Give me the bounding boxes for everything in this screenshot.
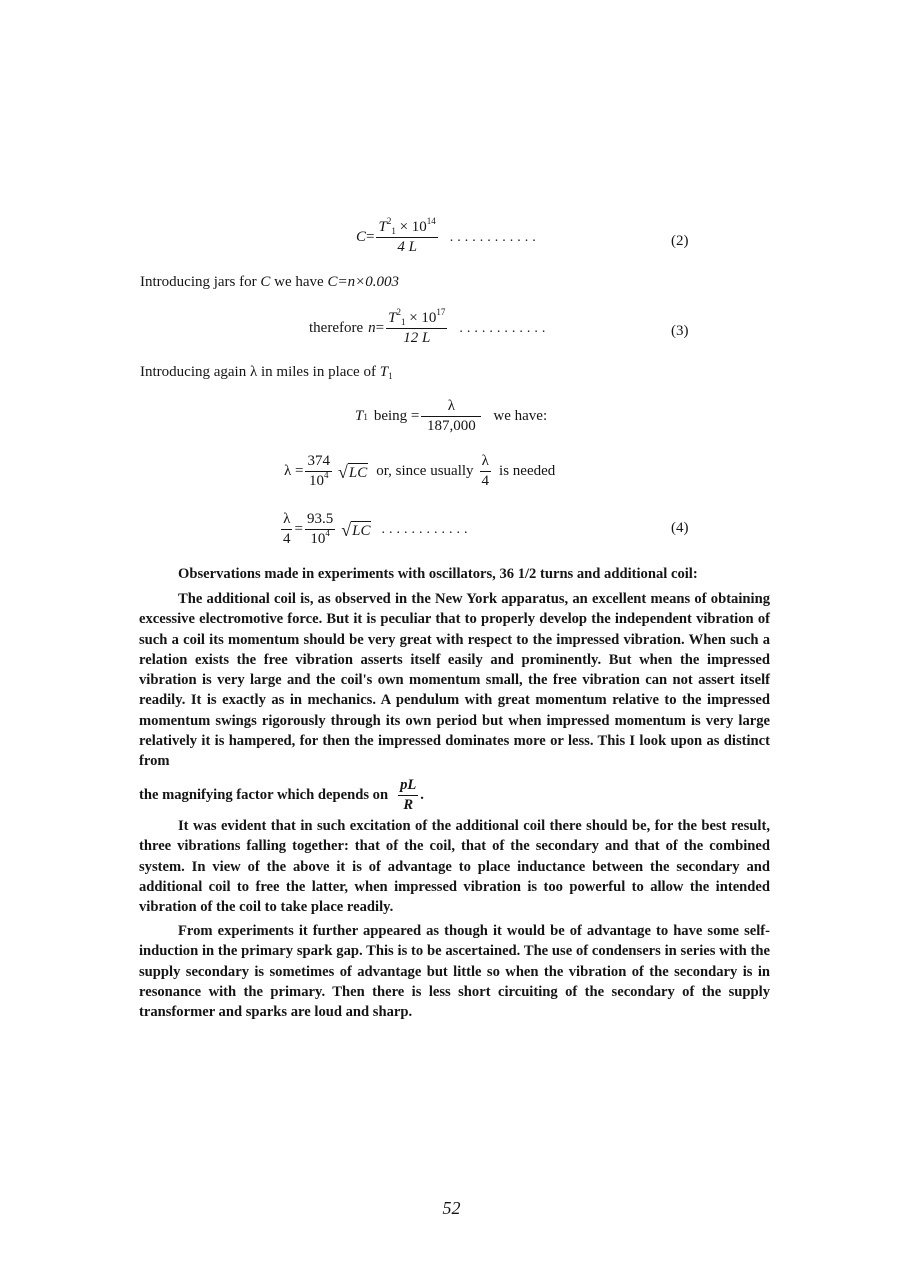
eq4-sqrt: √ LC bbox=[341, 519, 371, 540]
lambda-fraction bbox=[305, 453, 332, 490]
paragraph-2-text: It was evident that in such excitation of the additional coil there should be, for the best result, three vibrations falling together: that of the coil, that of the secondary and that of the combined system. In view of the above it is of advantage to place inductance between the secondary and additional coil to free the latter, when impressed vibration is too powerful to allow the intended vibration of the coil to take place readily. bbox=[139, 818, 770, 916]
eq3-num-sub: 1 bbox=[400, 317, 406, 327]
eq3-denominator: 12 L bbox=[403, 330, 431, 346]
lambda-denominator bbox=[307, 472, 331, 490]
lambda-sqrt: √ LC bbox=[337, 461, 368, 482]
paragraph-3-text: From experiments it further appeared as though it would be of advantage to have some self-induction in the primary spark gap. This is to be ascertained. The use of condensers in series with the supply secondary is sometimes of advantage but little so when the vibration of the secondary is in resonance with the primary. Then there is less short circuiting of the secondary of the supply transformer and sparks are loud and sharp. bbox=[139, 923, 770, 1021]
paragraph-1-end: . bbox=[420, 787, 424, 803]
intro-jars-text-b: we have bbox=[274, 274, 324, 290]
lambda-frac2 bbox=[480, 453, 492, 490]
t1-suffix: we have: bbox=[493, 408, 548, 424]
eq2-dots: ............ bbox=[449, 229, 540, 245]
intro-jars-formula: C=n×0.003 bbox=[327, 274, 399, 290]
t1-text: being = bbox=[373, 408, 420, 424]
paragraph-1-last-line bbox=[139, 777, 424, 814]
eq3-num-sup: 2 bbox=[396, 307, 401, 317]
paragraph-2 bbox=[139, 816, 770, 917]
equation-3 bbox=[309, 307, 550, 347]
eq2-fraction bbox=[376, 216, 437, 256]
lambda-den-exp: 4 bbox=[323, 470, 329, 480]
lambda-den-base: 10 bbox=[308, 473, 324, 489]
eq2-num-var: T bbox=[378, 219, 387, 235]
intro-lambda-line bbox=[140, 364, 393, 381]
eq2-equals: = bbox=[366, 229, 375, 245]
page-number: 52 bbox=[442, 1198, 461, 1218]
lambda-sqrt-arg: LC bbox=[348, 464, 368, 481]
observations-heading: Observations made in experiments with oscillators, 36 1/2 turns and additional coil: bbox=[178, 566, 698, 582]
eq4-den-exp: 4 bbox=[325, 528, 330, 538]
eq2-lhs: C bbox=[356, 229, 367, 245]
intro-jars-line bbox=[140, 274, 399, 291]
intro-jars-var-c: C bbox=[260, 274, 271, 290]
intro-jars-text-a: Introducing jars for bbox=[140, 274, 257, 290]
lambda-frac2-num: λ bbox=[480, 453, 491, 472]
intro-lambda-var: T bbox=[379, 364, 389, 380]
eq3-num-var: T bbox=[388, 310, 397, 326]
t1-fraction bbox=[421, 398, 481, 435]
magnifying-factor-den: R bbox=[403, 797, 414, 813]
magnifying-factor-fraction bbox=[398, 777, 418, 814]
eq4-lhs-num: λ bbox=[281, 511, 292, 530]
eq2-num-rest: × 10 bbox=[399, 219, 427, 235]
eq4-fraction bbox=[305, 511, 335, 548]
equation-number-4: (4) bbox=[671, 520, 689, 536]
eq3-fraction bbox=[386, 307, 447, 347]
t1-definition: T 1 being = $\frac{\lambda}{187,000}$ we have: bbox=[355, 398, 548, 434]
t1-numerator: λ bbox=[421, 398, 481, 417]
intro-lambda-text: Introducing again λ in miles in place of bbox=[140, 364, 376, 380]
eq3-num-exp: 17 bbox=[436, 307, 446, 317]
t1-denominator: 187,000 bbox=[427, 418, 476, 434]
lambda-equation bbox=[284, 453, 555, 490]
lambda-frac2-den: 4 bbox=[481, 473, 490, 489]
eq3-prefix: therefore bbox=[309, 320, 364, 336]
eq2-num-sup: 2 bbox=[386, 216, 392, 226]
lambda-middle: or, since usually bbox=[376, 463, 474, 479]
magnifying-factor-num: pL bbox=[398, 777, 418, 796]
eq4-den-base: 10 bbox=[310, 531, 326, 547]
eq2-denominator: 4 L bbox=[397, 239, 417, 255]
eq4-lhs-fraction bbox=[281, 511, 293, 548]
lambda-suffix: is needed bbox=[499, 463, 556, 479]
equation-2 bbox=[356, 216, 540, 256]
eq3-dots: ............ bbox=[459, 320, 550, 336]
eq4-denominator bbox=[308, 530, 332, 548]
equation-number-3: (3) bbox=[671, 323, 689, 339]
paragraph-1-last-text: the magnifying factor which depends on bbox=[139, 787, 389, 803]
eq4-dots: ............ bbox=[381, 521, 472, 537]
eq2-num-exp: 14 bbox=[426, 216, 436, 226]
eq3-lhs: n bbox=[368, 320, 376, 336]
intro-lambda-sub: 1 bbox=[388, 371, 393, 381]
eq4-lhs-den: 4 bbox=[283, 531, 291, 547]
t1-var: T bbox=[355, 408, 364, 424]
lambda-lhs: λ = bbox=[284, 463, 304, 479]
paragraph-1 bbox=[139, 589, 770, 772]
eq2-num-sub: 1 bbox=[391, 226, 396, 236]
eq4-equals: = bbox=[294, 521, 303, 537]
equation-number-2: (2) bbox=[671, 233, 689, 249]
lambda-numerator: 374 bbox=[305, 453, 332, 472]
paragraph-3 bbox=[139, 921, 770, 1022]
paragraph-1-text: The additional coil is, as observed in the New York apparatus, an excellent means of obtaining excessive electromotive force. But it is peculiar that to properly develop the independent vibration of such a coil its momentum should be very great with respect to the impressed vibration. When such a relation exists the free vibration asserts itself easily and prominently. But when the impressed vibration is very large and the coil's own momentum small, the free vibration can not assert itself readily. It is exactly as in mechanics. A pendulum with great momentum relative to the impressed momentum swings rigorously through its own period but when impressed momentum is very large relatively it is hampered, for then the impressed dominates more or less. This I look upon as distinct from bbox=[139, 591, 770, 770]
eq4-sqrt-arg: LC bbox=[352, 522, 371, 539]
eq3-num-rest: × 10 bbox=[409, 310, 437, 326]
eq3-equals: = bbox=[375, 320, 385, 336]
eq4-numerator: 93.5 bbox=[305, 511, 335, 530]
equation-4 bbox=[279, 511, 471, 548]
